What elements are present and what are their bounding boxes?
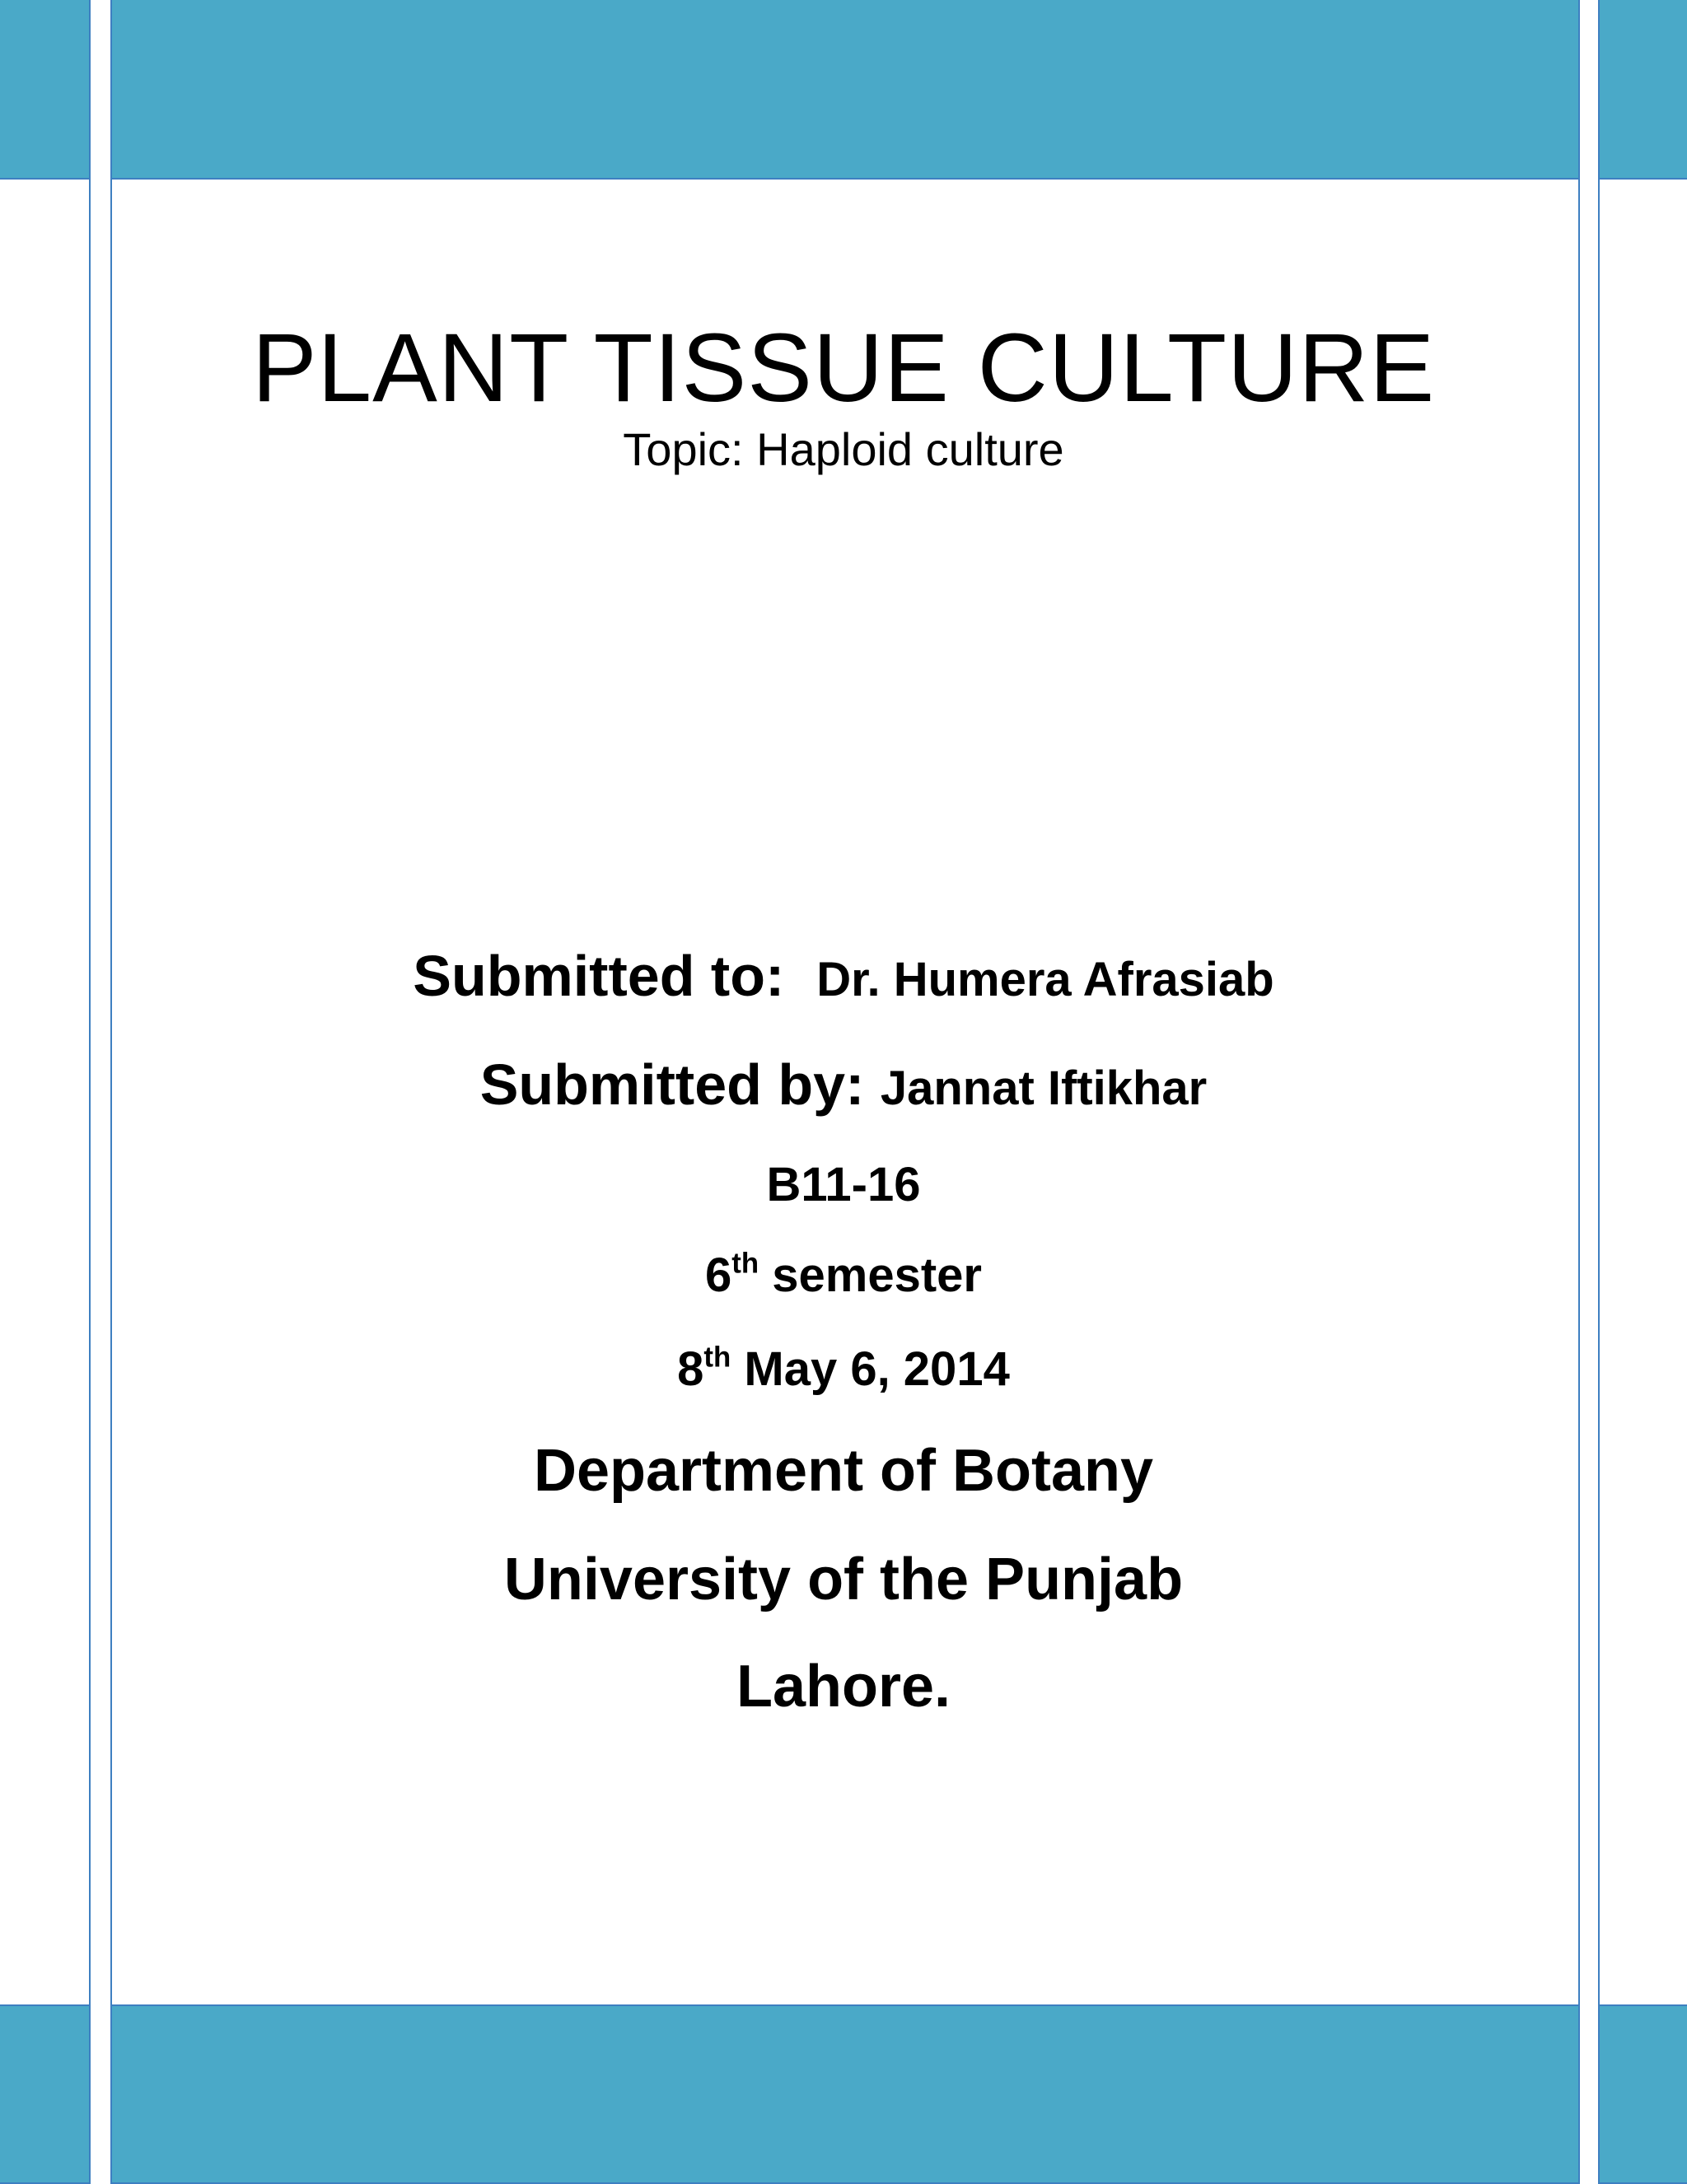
page-title: PLANT TISSUE CULTURE [251,314,1436,422]
city-name: Lahore. [736,1654,951,1720]
date-text: May 6, 2014 [744,1342,1010,1396]
top-band-left [0,0,91,180]
bottom-band-right [1598,2004,1687,2184]
roll-number: B11-16 [766,1158,921,1211]
top-band-center [110,0,1580,180]
department-name: Department of Botany [533,1438,1154,1504]
top-band-right [1598,0,1687,180]
bottom-band-center [110,2004,1580,2184]
submitted-to-line [0,944,1687,1008]
semester-text: semester [772,1248,982,1302]
semester-suffix: th [731,1247,759,1280]
topic-subtitle: Topic: Haploid culture [623,423,1064,475]
semester-number: 6 [705,1248,732,1302]
date-suffix: th [703,1341,731,1374]
submitted-by-name: Jannat Iftikhar [880,1062,1208,1115]
semester-line [0,1247,1687,1302]
date-line [0,1341,1687,1396]
submitted-to-label: Submitted to: [413,944,785,1008]
bottom-band-left [0,2004,91,2184]
date-day: 8 [677,1342,704,1396]
submitted-by-label: Submitted by: [479,1052,865,1117]
submitted-by-line [0,1052,1687,1117]
submitted-to-name: Dr. Humera Afrasiab [816,953,1274,1006]
university-name: University of the Punjab [503,1547,1184,1612]
